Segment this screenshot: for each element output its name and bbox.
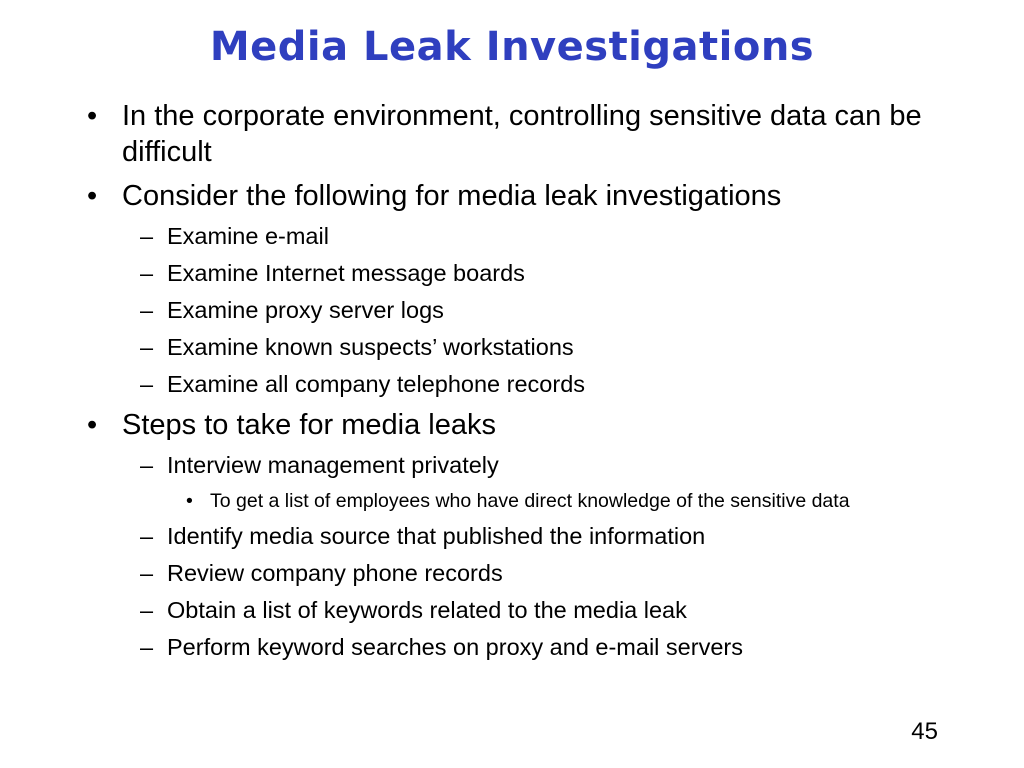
dash-marker: – [140, 334, 154, 360]
dash-marker: – [140, 223, 154, 249]
small-bullet-marker: • [186, 490, 193, 512]
dash-marker: – [140, 634, 154, 660]
bullet-marker: • [87, 100, 98, 132]
bullet-marker: • [87, 409, 98, 441]
sub-bullet-text: Examine e-mail [167, 223, 329, 249]
dash-marker: – [140, 297, 154, 323]
sub-bullet-text: Examine Internet message boards [167, 260, 525, 286]
sub-bullet-examine-workstations [84, 333, 944, 362]
dash-marker: – [140, 452, 154, 478]
page-number: 45 [911, 718, 938, 745]
detail-bullet-text: To get a list of employees who have direct knowledge of the sensitive data [210, 490, 850, 512]
dash-marker: – [140, 597, 154, 623]
bullet-marker: • [87, 180, 98, 212]
bullet-text: Consider the following for media leak investigations [122, 180, 782, 212]
dash-marker: – [140, 560, 154, 586]
slide-title: Media Leak Investigations [209, 24, 815, 70]
bullet-consider-following [84, 178, 944, 214]
bullet-text: In the corporate environment, controlling sensitive data can be difficult [122, 100, 922, 168]
sub-bullet-interview-management [84, 451, 944, 480]
dash-marker: – [140, 371, 154, 397]
sub-bullet-text: Perform keyword searches on proxy and e-mail servers [167, 634, 743, 660]
slide-body [84, 98, 944, 662]
dash-marker: – [140, 260, 154, 286]
bullet-text: Steps to take for media leaks [122, 409, 496, 441]
sub-bullet-identify-media-source [84, 522, 944, 551]
sub-bullet-text: Identify media source that published the information [167, 523, 706, 549]
sub-bullet-text: Examine known suspects’ workstations [167, 334, 574, 360]
sub-bullet-text: Examine proxy server logs [167, 297, 444, 323]
sub-bullet-examine-message-boards [84, 259, 944, 288]
bullet-steps-media-leaks [84, 407, 944, 443]
sub-bullet-keyword-searches [84, 633, 944, 662]
sub-bullet-text: Examine all company telephone records [167, 371, 586, 397]
sub-bullet-text: Review company phone records [167, 560, 503, 586]
sub-bullet-text: Obtain a list of keywords related to the media leak [167, 597, 687, 623]
sub-bullet-examine-email [84, 222, 944, 251]
detail-bullet-employee-list [84, 488, 944, 514]
sub-bullet-review-phone-records [84, 559, 944, 588]
sub-bullet-text: Interview management privately [167, 452, 499, 478]
dash-marker: – [140, 523, 154, 549]
sub-bullet-obtain-keywords [84, 596, 944, 625]
sub-bullet-examine-proxy-logs [84, 296, 944, 325]
sub-bullet-examine-telephone-records [84, 370, 944, 399]
bullet-corporate-environment [84, 98, 944, 170]
